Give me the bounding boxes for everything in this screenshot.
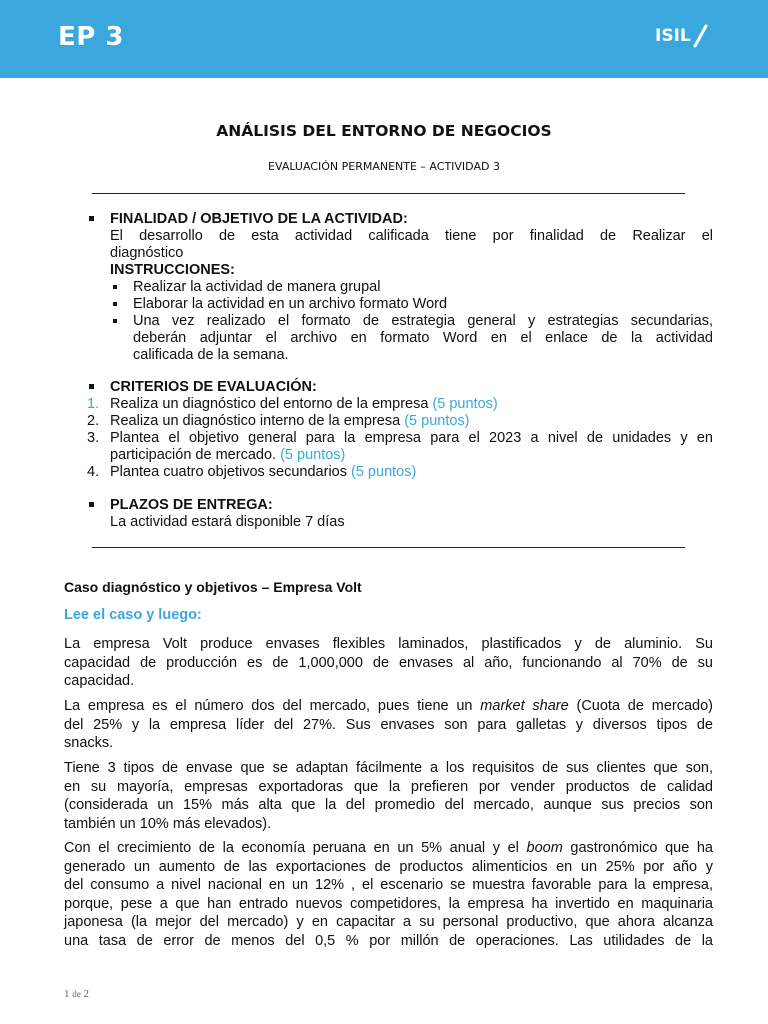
bullet-icon [89, 384, 94, 389]
instruccion-item-1: Realizar la actividad de manera grupal [133, 279, 381, 295]
criterio-number-3: 3. [87, 430, 100, 446]
paragraph-line: una tasa de error de menos del 0,5 % por millón de operaciones. Las utilidades de la [64, 932, 713, 949]
page-total: 2 [83, 988, 89, 1000]
plazos-heading: PLAZOS DE ENTREGA: [110, 497, 273, 513]
page-indicator [64, 988, 89, 1000]
paragraph-line: (considerada un 15% más alta que la del promedio del mercado, aunque sus precios son [64, 797, 713, 814]
instrucciones-heading: INSTRUCCIONES: [110, 262, 235, 278]
criterio-3-text: participación de mercado. [110, 447, 277, 463]
caso-paragraph-4 [64, 839, 713, 951]
instruccion-item-3-line1: Una vez realizado el formato de estrategia general y estrategias secundarias, [133, 313, 713, 329]
criterio-4-points: (5 puntos) [351, 464, 417, 480]
paragraph-line: generado un aumento de las exportaciones de productos alimenticios en un 25% por año y [64, 858, 713, 875]
criterio-3-line2 [110, 447, 345, 464]
paragraph-line [64, 697, 713, 716]
document-subtitle: EVALUACIÓN PERMANENTE – ACTIVIDAD 3 [268, 160, 500, 173]
criterio-1-points: (5 puntos) [432, 396, 498, 412]
text-run: La empresa es el número dos del mercado, pues tiene un [64, 698, 481, 714]
paragraph-line: Tiene 3 tipos de envase que se adaptan fácilmente a los requisitos de sus clientes que son, [64, 760, 713, 776]
caso-heading: Caso diagnóstico y objetivos – Empresa Volt [64, 579, 362, 595]
bullet-icon [89, 502, 94, 507]
criterio-4-text: Plantea cuatro objetivos secundarios [110, 464, 347, 480]
text-emphasis: market share [480, 698, 569, 714]
divider-bottom [92, 547, 685, 548]
isil-logo [655, 24, 708, 48]
text-run: Con el crecimiento de la economía peruana en un 5% anual y el [64, 840, 527, 856]
logo-text: ISIL [655, 26, 691, 46]
bullet-icon [113, 319, 117, 323]
paragraph-line: del 25% y la empresa líder del 27%. Sus envases son para galletas y diversos tipos de [64, 716, 713, 733]
bullet-icon [89, 216, 94, 221]
header-bar [0, 0, 768, 78]
caso-paragraph-2 [64, 697, 713, 753]
criterio-2 [110, 413, 470, 430]
caso-lee-label: Lee el caso y luego: [64, 607, 202, 623]
criterio-number-1: 1. [87, 396, 100, 412]
finalidad-text-line2: diagnóstico [110, 245, 184, 261]
divider-top [92, 193, 685, 194]
criterio-2-text: Realiza un diagnóstico interno de la empresa [110, 413, 401, 429]
caso-paragraph-1 [64, 635, 713, 691]
paragraph-line: japonesa (la mejor del mercado) y en capacitar a su personal productivo, que ahora alcanza [64, 914, 713, 931]
logo-slash-icon [692, 24, 708, 48]
criterio-3-line1: Plantea el objetivo general para la empresa para el 2023 a nivel de unidades y en [110, 430, 713, 446]
text-emphasis: boom [526, 840, 563, 856]
caso-paragraph-3 [64, 759, 713, 833]
bullet-icon [113, 285, 117, 289]
criterio-number-4: 4. [87, 464, 100, 480]
criterio-2-points: (5 puntos) [404, 413, 470, 429]
paragraph-line: snacks. [64, 735, 114, 752]
activity-label: EP 3 [58, 22, 124, 52]
paragraph-line [64, 839, 713, 858]
criterio-4 [110, 464, 416, 481]
plazos-text: La actividad estará disponible 7 días [110, 514, 345, 530]
page-of: de [72, 989, 81, 999]
criterio-3-points: (5 puntos) [280, 447, 346, 463]
paragraph-line: del consumo a nivel nacional en un 12% , el escenario se muestra favorable para la empresa, [64, 877, 713, 894]
paragraph-line: capacidad de producción es de 1,000,000 de envases al año, funcionando al 70% de su [64, 654, 713, 671]
paragraph-line: capacidad. [64, 673, 135, 690]
paragraph-line: también un 10% más elevados). [64, 815, 272, 832]
instruccion-item-2: Elaborar la actividad en un archivo formato Word [133, 296, 448, 312]
document-title: ANÁLISIS DEL ENTORNO DE NEGOCIOS [216, 122, 552, 140]
text-run: (Cuota de mercado) [568, 698, 713, 714]
instruccion-item-3-line3: calificada de la semana. [133, 347, 289, 363]
criterios-heading: CRITERIOS DE EVALUACIÓN: [110, 379, 317, 395]
paragraph-line: en su mayoría, empresas exportadoras que la prefieren por vender productos de calidad [64, 778, 713, 795]
page-number: 1 [64, 988, 70, 1000]
criterio-number-2: 2. [87, 413, 100, 429]
instruccion-item-3-line2: deberán adjuntar el archivo en formato Word en el enlace de la actividad [133, 330, 713, 346]
paragraph-line: porque, pese a que han entrado nuevos competidores, la empresa ha invertido en maquinaria [64, 895, 713, 912]
text-run: gastronómico que ha [562, 840, 713, 856]
criterio-1 [110, 396, 498, 413]
finalidad-heading: FINALIDAD / OBJETIVO DE LA ACTIVIDAD: [110, 211, 408, 227]
paragraph-line: La empresa Volt produce envases flexibles laminados, plastificados y de aluminio. Su [64, 636, 713, 652]
criterio-1-text: Realiza un diagnóstico del entorno de la empresa [110, 396, 429, 412]
finalidad-text-line1: El desarrollo de esta actividad calificada tiene por finalidad de Realizar el [110, 228, 713, 244]
bullet-icon [113, 302, 117, 306]
